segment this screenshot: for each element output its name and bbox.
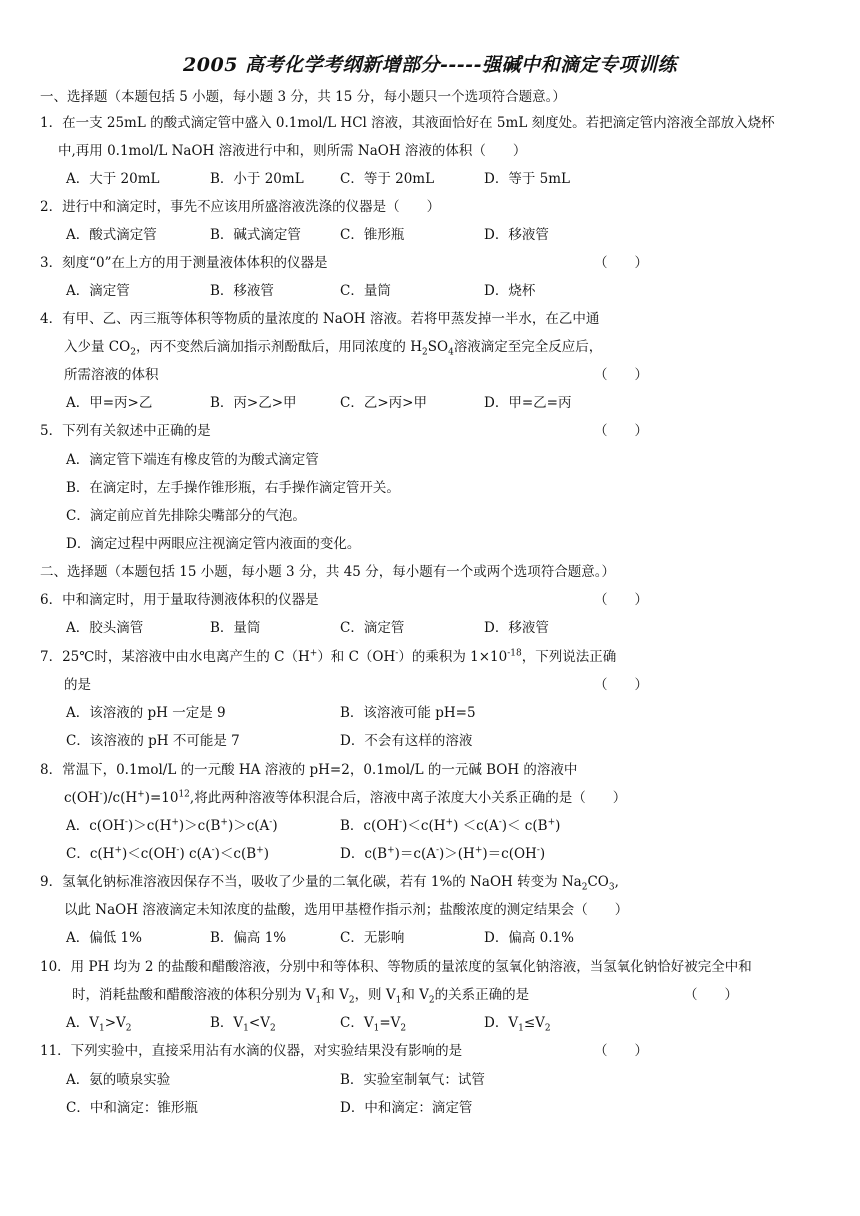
q8-line2-sup2: + xyxy=(137,789,145,800)
q10-line2-part-d: 和 V xyxy=(401,987,429,1003)
q10-line2-part-a: 时，消耗盐酸和醋酸溶液的体积分别为 V xyxy=(72,987,316,1003)
q10-line2-part-e: 的关系正确的是 xyxy=(434,987,530,1003)
q8-line2-part-a: c(OH xyxy=(64,790,100,806)
q10-c-sub-1: 1 xyxy=(373,1023,380,1034)
q8-a-text-4: )＞c(A xyxy=(227,818,270,834)
q8-option-a xyxy=(66,817,278,835)
q10-d-text-2: ≤V xyxy=(523,1015,545,1031)
page-title: 2005 高考化学考纲新增部分-----强碱中和滴定专项训练 xyxy=(183,54,677,76)
q10-c-text-1: C．V xyxy=(340,1015,374,1031)
q4-line2-part-d: 溶液滴定至完全反应后， xyxy=(453,339,603,355)
q10-answer-blank: （ ） xyxy=(684,987,738,1003)
q10-line2-sub3: 1 xyxy=(395,995,402,1006)
q8-option-c xyxy=(66,845,269,863)
q8-c-text-3: ) c(A xyxy=(179,846,212,862)
q3-option-b: B．移液管 xyxy=(210,283,274,299)
q1-option-b: B．小于 20mL xyxy=(210,171,304,187)
q1-stem-line2: 中,再用 0.1mol/L NaOH 溶液进行中和，则所需 NaOH 溶液的体积（ ） xyxy=(58,143,527,159)
q4-line2-sub2: 2 xyxy=(422,347,428,358)
q8-d-text-4: )＝c(OH xyxy=(482,846,537,862)
q4-line2-sub1: 2 xyxy=(130,347,136,358)
q8-a-sup-4: - xyxy=(269,817,273,828)
q8-stem-line2 xyxy=(64,789,626,807)
q8-b-sup-4: + xyxy=(547,817,556,828)
q10-line2-sub2: 2 xyxy=(348,995,355,1006)
q10-b-text-2: <V xyxy=(248,1015,270,1031)
q2-option-d: D．移液管 xyxy=(484,227,549,243)
q9-line1-part-a: 9．氢氧化钠标准溶液因保存不当，吸收了少量的二氧化碳，若有 1%的 NaOH 转变为 Na xyxy=(40,874,582,890)
q9-option-d: D．偏高 0.1% xyxy=(484,930,574,946)
q8-d-sup-3: + xyxy=(474,845,483,856)
q8-d-text-5: ) xyxy=(539,846,546,862)
q3-answer-blank: （ ） xyxy=(594,255,648,271)
q3-stem: 3．刻度“0”在上方的用于测量液体体积的仪器是 xyxy=(40,255,328,271)
q8-a-text-2: )＞c(H xyxy=(127,818,172,834)
q8-c-text-4: )＜c(B xyxy=(214,846,257,862)
q2-option-a: A．酸式滴定管 xyxy=(66,227,157,243)
q8-line2-part-b: )/c(H xyxy=(102,790,138,806)
q6-answer-blank: （ ） xyxy=(594,592,648,608)
q11-stem: 11．下列实验中，直接采用沾有水滴的仪器，对实验结果没有影响的是 xyxy=(40,1043,463,1059)
q8-stem-line1: 8．常温下，0.1mol/L 的一元酸 HA 溶液的 pH=2，0.1mol/L 的一元碱 BOH 的溶液中 xyxy=(40,762,578,778)
q11-option-a: A．氨的喷泉实验 xyxy=(66,1072,171,1088)
q8-line2-sup3: 12 xyxy=(178,789,190,800)
q3-option-d: D．烧杯 xyxy=(484,283,536,299)
q5-stem: 5．下列有关叙述中正确的是 xyxy=(40,423,211,439)
q10-a-sub-1: 1 xyxy=(99,1023,105,1034)
q8-a-sup-1: - xyxy=(124,817,128,828)
q8-d-text-3: )＞(H xyxy=(439,846,475,862)
q7-line1-sup2: - xyxy=(395,648,399,659)
q10-c-sub-2: 2 xyxy=(400,1023,407,1034)
q10-stem-line1: 10．用 PH 均为 2 的盐酸和醋酸溶液，分别中和等体积、等物质的量浓度的氢氧化钠溶液，当氢氧化钠恰好被完全中和 xyxy=(40,959,752,975)
q1-option-c: C．等于 20mL xyxy=(340,171,435,187)
q8-b-text-3: ) ＜c(A xyxy=(453,818,499,834)
q8-line2-part-c: )=10 xyxy=(144,790,179,806)
q9-stem-line2: 以此 NaOH 溶液滴定未知浓度的盐酸，选用甲基橙作指示剂；盐酸浓度的测定结果会（ ） xyxy=(64,902,629,918)
q4-line2-part-b: ，丙不变然后滴加指示剂酚酞后，用同浓度的 H xyxy=(135,339,423,355)
q8-b-text-5: ) xyxy=(555,818,561,834)
q2-option-b: B．碱式滴定管 xyxy=(210,227,301,243)
q6-option-d: D．移液管 xyxy=(484,620,549,636)
q5-option-d: D．滴定过程中两眼应注视滴定管内液面的变化。 xyxy=(66,536,361,552)
q10-line2-part-c: ，则 V xyxy=(354,987,396,1003)
q7-answer-blank: （ ） xyxy=(594,677,648,693)
q9-line1-sub1: 2 xyxy=(581,882,588,893)
q4-line2-part-a: 入少量 CO xyxy=(64,339,131,355)
q1-option-d: D．等于 5mL xyxy=(484,171,570,187)
q1-stem-line1: 1．在一支 25mL 的酸式滴定管中盛入 0.1mol/L HCl 溶液，其液面恰好在 5mL 刻度处。若把滴定管内溶液全部放入烧杯 xyxy=(40,115,775,131)
q8-c-text-2: )＜c(OH xyxy=(121,846,177,862)
q8-b-sup-3: - xyxy=(498,817,502,828)
q10-option-c xyxy=(340,1014,406,1032)
q1-option-a: A．大于 20mL xyxy=(66,171,160,187)
q8-a-sup-2: + xyxy=(171,817,179,828)
q8-d-text-1: D．c(B xyxy=(340,846,388,862)
q7-stem-line1 xyxy=(40,648,616,666)
q7-line1-part-a: 7．25℃时，某溶液中由水电离产生的 C（H xyxy=(40,649,310,665)
q5-answer-blank: （ ） xyxy=(594,423,648,439)
q4-line2-sub3: 4 xyxy=(448,347,454,358)
q4-option-d: D．甲=乙=丙 xyxy=(484,395,572,411)
q7-option-d: D．不会有这样的溶液 xyxy=(340,733,473,749)
q6-option-c: C．滴定管 xyxy=(340,620,405,636)
q9-option-a: A．偏低 1% xyxy=(66,930,142,946)
q6-option-a: A．胶头滴管 xyxy=(66,620,144,636)
q9-option-c: C．无影响 xyxy=(340,930,405,946)
q8-b-text-4: )＜ c(B xyxy=(501,818,548,834)
q4-answer-blank: （ ） xyxy=(594,367,648,383)
q9-stem-line1 xyxy=(40,873,619,891)
q7-option-a: A．该溶液的 pH 一定是 9 xyxy=(66,705,226,721)
section-two-heading: 二、选择题（本题包括 15 小题，每小题 3 分，共 45 分，每小题有一个或两个选项符合题意。） xyxy=(40,564,615,580)
q9-option-b: B．偏高 1% xyxy=(210,930,287,946)
q4-stem-line3: 所需溶液的体积 xyxy=(64,367,159,383)
q8-a-sup-3: + xyxy=(220,817,228,828)
q10-b-sub-1: 1 xyxy=(243,1023,249,1034)
q5-option-a: A．滴定管下端连有橡皮管的为酸式滴定管 xyxy=(66,452,319,468)
q9-line1-sub2: 3 xyxy=(608,882,615,893)
q7-line1-part-b: ）和 C（OH xyxy=(317,649,396,665)
q10-d-sub-1: 1 xyxy=(518,1023,524,1034)
q11-option-b: B．实验室制氧气：试管 xyxy=(340,1072,485,1088)
q4-option-c: C．乙>丙>甲 xyxy=(340,395,427,411)
q10-d-text-1: D．V xyxy=(484,1015,519,1031)
q10-d-sub-2: 2 xyxy=(544,1023,551,1034)
q10-a-text-2: >V xyxy=(104,1015,126,1031)
q7-line1-part-d: ，下列说法正确 xyxy=(521,649,617,665)
q4-line2-part-c: SO xyxy=(427,339,449,355)
q8-c-sup-1: + xyxy=(114,845,122,856)
q8-c-sup-3: - xyxy=(211,845,215,856)
q8-d-sup-2: - xyxy=(435,845,440,856)
q2-stem: 2．进行中和滴定时，事先不应该用所盛溶液洗涤的仪器是（ ） xyxy=(40,199,441,215)
q4-stem-line2 xyxy=(64,338,602,356)
q10-c-text-2: =V xyxy=(379,1015,401,1031)
q8-d-sup-4: - xyxy=(536,845,540,856)
q8-line2-sup1: - xyxy=(99,789,103,800)
q10-option-b xyxy=(210,1014,276,1032)
q10-b-sub-2: 2 xyxy=(269,1023,276,1034)
q7-line1-sup3: -18 xyxy=(507,648,522,659)
q10-option-a xyxy=(66,1014,132,1032)
q8-a-text-3: )＞c(B xyxy=(178,818,221,834)
q10-stem-line2 xyxy=(72,986,529,1004)
q8-option-b xyxy=(340,817,560,835)
q7-line1-sup1: + xyxy=(309,648,318,659)
q5-option-c: C．滴定前应首先排除尖嘴部分的气泡。 xyxy=(66,508,306,524)
q11-option-d: D．中和滴定：滴定管 xyxy=(340,1100,473,1116)
q8-c-sup-2: - xyxy=(176,845,180,856)
q6-stem: 6．中和滴定时，用于量取待测液体积的仪器是 xyxy=(40,592,319,608)
q11-option-c: C．中和滴定：锥形瓶 xyxy=(66,1100,198,1116)
q7-option-c: C．该溶液的 pH 不可能是 7 xyxy=(66,733,240,749)
q4-stem-line1: 4．有甲、乙、丙三瓶等体积等物质的量浓度的 NaOH 溶液。若将甲蒸发掉一半水，在乙中通 xyxy=(40,311,600,327)
q8-c-text-5: ) xyxy=(263,846,269,862)
q8-c-sup-4: + xyxy=(256,845,264,856)
q8-a-text-1: A．c(OH xyxy=(66,818,125,834)
q8-a-text-5: ) xyxy=(272,818,278,834)
q8-b-text-2: )＜c(H xyxy=(402,818,446,834)
section-one-heading: 一、选择题（本题包括 5 小题，每小题 3 分，共 15 分，每小题只一个选项符合题意。） xyxy=(40,89,566,105)
q4-option-b: B．丙>乙>甲 xyxy=(210,395,297,411)
q10-line2-sub4: 2 xyxy=(428,995,435,1006)
q4-option-a: A．甲=丙>乙 xyxy=(66,395,153,411)
q8-d-text-2: )＝c(A xyxy=(394,846,436,862)
q8-c-text-1: C．c(H xyxy=(66,846,115,862)
q8-line2-part-d: ,将此两种溶液等体积混合后，溶液中离子浓度大小关系正确的是（ ） xyxy=(189,790,627,806)
q10-line2-part-b: 和 V xyxy=(321,987,349,1003)
q8-b-sup-2: + xyxy=(445,817,454,828)
q8-b-text-1: B．c(OH xyxy=(340,818,400,834)
q8-option-d xyxy=(340,845,545,863)
q3-option-c: C．量筒 xyxy=(340,283,391,299)
q5-option-b: B．在滴定时，左手操作锥形瓶，右手操作滴定管开关。 xyxy=(66,480,400,496)
q7-option-b: B．该溶液可能 pH=5 xyxy=(340,705,476,721)
q8-d-sup-1: + xyxy=(387,845,395,856)
q10-option-d xyxy=(484,1014,551,1032)
q10-line2-sub1: 1 xyxy=(315,995,322,1006)
q7-line1-part-c: ）的乘积为 1×10 xyxy=(398,649,508,665)
q10-b-text-1: B．V xyxy=(210,1015,244,1031)
q10-a-sub-2: 2 xyxy=(125,1023,132,1034)
q3-option-a: A．滴定管 xyxy=(66,283,130,299)
q9-line1-part-c: , xyxy=(614,874,619,890)
q6-option-b: B．量筒 xyxy=(210,620,261,636)
q9-line1-part-b: CO xyxy=(587,874,609,890)
q8-b-sup-1: - xyxy=(399,817,403,828)
q2-option-c: C．锥形瓶 xyxy=(340,227,405,243)
q10-a-text-1: A．V xyxy=(66,1015,99,1031)
q11-answer-blank: （ ） xyxy=(594,1043,648,1059)
q7-stem-line2: 的是 xyxy=(64,677,91,693)
